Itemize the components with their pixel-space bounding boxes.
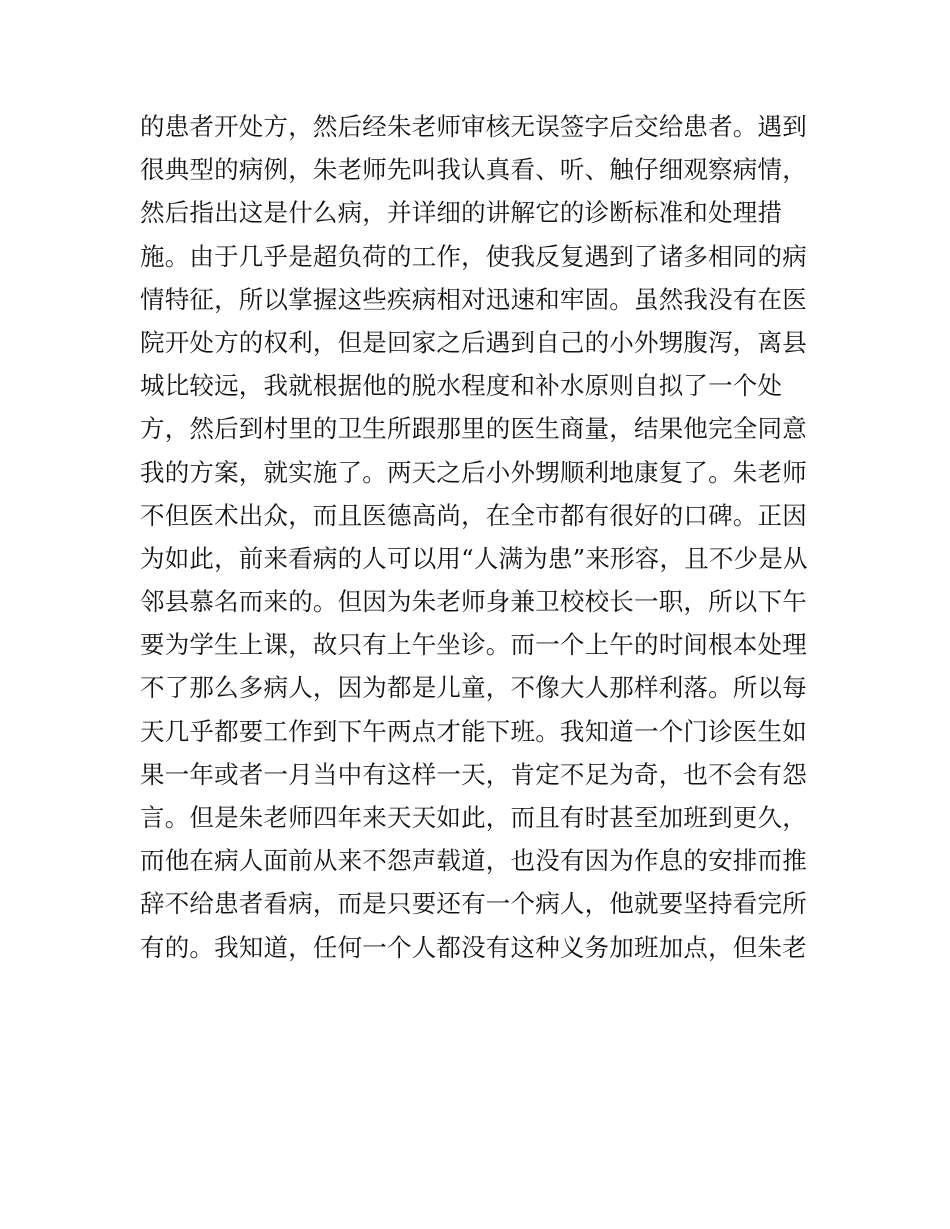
text-line: 而他在病人面前从来不怨声载道，也没有因为作息的安排而推 [140, 846, 807, 876]
text-line: 城比较远，我就根据他的脱水程度和补水原则自拟了一个处 [140, 371, 783, 401]
text-line: 然后指出这是什么病，并详细的讲解它的诊断标准和处理措 [140, 198, 783, 228]
text-line: 情特征，所以掌握这些疾病相对迅速和牢固。虽然我没有在医 [140, 284, 807, 314]
text-line: 不但医术出众，而且医德高尚，在全市都有很好的口碑。正因 [140, 500, 807, 530]
text-line: 要为学生上课，故只有上午坐诊。而一个上午的时间根本处理 [140, 630, 807, 660]
text-line: 我的方案，就实施了。两天之后小外甥顺利地康复了。朱老师 [140, 457, 807, 487]
text-line: 邻县慕名而来的。但因为朱老师身兼卫校校长一职，所以下午 [140, 587, 807, 617]
text-line: 为如此，前来看病的人可以用“人满为患”来形容，且不少是从 [140, 543, 808, 573]
text-line: 言。但是朱老师四年来天天如此，而且有时甚至加班到更久， [140, 803, 807, 832]
text-line: 方，然后到村里的卫生所跟那里的医生商量，结果他完全同意 [140, 414, 807, 444]
text-line: 天几乎都要工作到下午两点才能下班。我知道一个门诊医生如 [140, 716, 807, 746]
text-line: 很典型的病例，朱老师先叫我认真看、听、触仔细观察病情， [140, 155, 807, 185]
body-paragraph [140, 105, 820, 969]
text-line: 院开处方的权利，但是回家之后遇到自己的小外甥腹泻，离县 [140, 327, 807, 357]
text-line: 有的。我知道，任何一个人都没有这种义务加班加点，但朱老 [140, 932, 807, 962]
text-line: 的患者开处方，然后经朱老师审核无误签字后交给患者。遇到 [140, 112, 807, 141]
text-line: 施。由于几乎是超负荷的工作，使我反复遇到了诸多相同的病 [140, 241, 807, 271]
text-line: 不了那么多病人，因为都是儿童，不像大人那样利落。所以每 [140, 673, 807, 703]
text-line: 果一年或者一月当中有这样一天，肯定不足为奇，也不会有怨 [140, 759, 807, 789]
text-line: 辞不给患者看病，而是只要还有一个病人，他就要坚持看完所 [140, 889, 807, 919]
